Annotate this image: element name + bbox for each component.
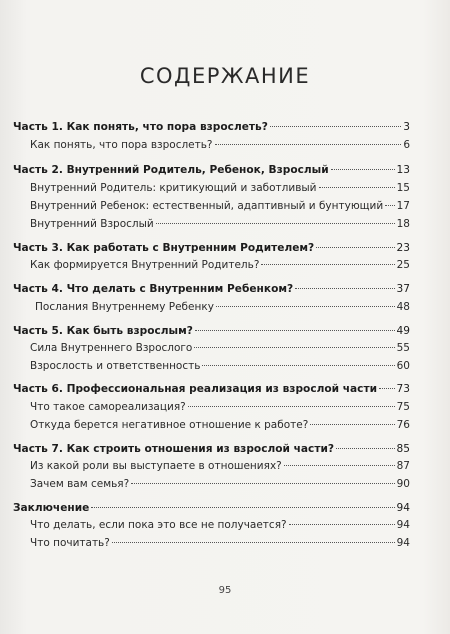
toc-entry-text: Как понять, что пора взрослеть? bbox=[30, 139, 213, 151]
toc-entry-text: Внутренний Ребенок: естественный, адаптивный и бунтующий bbox=[30, 200, 384, 212]
toc-entry-text: Часть 2. Внутренний Родитель, Ребенок, Взрослый bbox=[13, 164, 329, 176]
toc-entry-page: 37 bbox=[396, 283, 410, 295]
toc-sub-entry bbox=[30, 518, 410, 532]
toc-sub-entry bbox=[35, 300, 410, 314]
toc-entry-page: 94 bbox=[396, 519, 410, 531]
toc-entry-page: 15 bbox=[396, 182, 410, 194]
page-number: 95 bbox=[218, 585, 232, 596]
toc-entry-page: 94 bbox=[396, 502, 410, 514]
leader-dots bbox=[195, 329, 395, 331]
toc-part-7 bbox=[13, 442, 410, 456]
leader-dots bbox=[295, 287, 394, 289]
toc-sub-entry bbox=[30, 536, 410, 550]
toc-entry-text: Внутренний Взрослый bbox=[30, 218, 154, 230]
toc-entry-text: Внутренний Родитель: критикующий и заботливый bbox=[30, 182, 317, 194]
toc-entry-page: 48 bbox=[396, 301, 410, 313]
toc-part-3 bbox=[13, 241, 410, 255]
leader-dots bbox=[112, 541, 395, 543]
leader-dots bbox=[289, 523, 395, 525]
toc-entry-text: Часть 5. Как быть взрослым? bbox=[13, 325, 193, 337]
toc-entry-text: Часть 4. Что делать с Внутренним Ребенком? bbox=[13, 283, 294, 295]
toc-part-4 bbox=[13, 282, 410, 296]
toc-part-2 bbox=[13, 163, 410, 177]
toc-entry-page: 76 bbox=[396, 419, 410, 431]
toc-entry-text: Зачем вам семья? bbox=[30, 478, 130, 490]
leader-dots bbox=[215, 143, 402, 145]
leader-dots bbox=[91, 506, 394, 508]
leader-dots bbox=[261, 263, 394, 265]
toc-sub-entry bbox=[30, 477, 410, 491]
toc-sub-entry bbox=[30, 418, 410, 432]
leader-dots bbox=[188, 405, 395, 407]
toc-entry-page: 18 bbox=[396, 218, 410, 230]
leader-dots bbox=[216, 305, 395, 307]
toc-sub-entry bbox=[30, 138, 410, 152]
toc-entry-page: 60 bbox=[396, 360, 410, 372]
toc-entry-text: Послания Внутреннему Ребенку bbox=[35, 301, 214, 313]
leader-dots bbox=[331, 168, 395, 170]
leader-dots bbox=[284, 464, 395, 466]
leader-dots bbox=[316, 246, 394, 248]
toc-entry-text: Взрослость и ответственность bbox=[30, 360, 201, 372]
toc-entry-text: Часть 7. Как строить отношения из взрослой части? bbox=[13, 443, 335, 455]
toc-entry-page: 49 bbox=[396, 325, 410, 337]
leader-dots bbox=[310, 423, 394, 425]
toc-entry-text: Что делать, если пока это все не получается? bbox=[30, 519, 287, 531]
toc-sub-entry bbox=[30, 359, 410, 373]
toc-entry-page: 94 bbox=[396, 537, 410, 549]
toc-entry-page: 85 bbox=[396, 443, 410, 455]
toc-sub-entry bbox=[30, 459, 410, 473]
toc-entry-page: 6 bbox=[403, 139, 410, 151]
toc-sub-entry bbox=[30, 400, 410, 414]
leader-dots bbox=[194, 346, 394, 348]
leader-dots bbox=[202, 364, 394, 366]
toc-entry-text: Заключение bbox=[13, 502, 90, 514]
toc-entry-text: Что такое самореализация? bbox=[30, 401, 186, 413]
toc-entry-page: 25 bbox=[396, 259, 410, 271]
toc-entry-text: Из какой роли вы выступаете в отношениях? bbox=[30, 460, 282, 472]
toc-entry-page: 13 bbox=[396, 164, 410, 176]
toc-part-5 bbox=[13, 324, 410, 338]
toc-entry-text: Часть 6. Профессиональная реализация из взрослой части bbox=[13, 383, 378, 395]
toc-conclusion bbox=[13, 501, 410, 515]
toc-sub-entry bbox=[30, 199, 410, 213]
toc-entry-text: Часть 3. Как работать с Внутренним Родителем? bbox=[13, 242, 315, 254]
toc-entry-page: 75 bbox=[396, 401, 410, 413]
toc-entry-page: 3 bbox=[403, 121, 410, 133]
leader-dots bbox=[385, 204, 394, 206]
toc-part-1 bbox=[13, 120, 410, 134]
toc-entry-text: Часть 1. Как понять, что пора взрослеть? bbox=[13, 121, 268, 133]
toc-sub-entry bbox=[30, 181, 410, 195]
leader-dots bbox=[131, 482, 394, 484]
toc-entry-text: Как формируется Внутренний Родитель? bbox=[30, 259, 260, 271]
leader-dots bbox=[379, 387, 395, 389]
toc-entry-page: 55 bbox=[396, 342, 410, 354]
toc-part-6 bbox=[13, 382, 410, 396]
page-title: СОДЕРЖАНИЕ bbox=[139, 64, 311, 88]
toc-sub-entry bbox=[30, 258, 410, 272]
toc-entry-page: 73 bbox=[396, 383, 410, 395]
toc-entry-page: 90 bbox=[396, 478, 410, 490]
toc-sub-entry bbox=[30, 217, 410, 231]
toc-entry-text: Что почитать? bbox=[30, 537, 110, 549]
leader-dots bbox=[156, 222, 395, 224]
toc-entry-page: 87 bbox=[396, 460, 410, 472]
toc-entry-page: 17 bbox=[396, 200, 410, 212]
toc-entry-page: 23 bbox=[396, 242, 410, 254]
toc-entry-text: Откуда берется негативное отношение к работе? bbox=[30, 419, 309, 431]
leader-dots bbox=[270, 125, 401, 127]
toc-entry-text: Сила Внутреннего Взрослого bbox=[30, 342, 193, 354]
toc-sub-entry bbox=[30, 341, 410, 355]
leader-dots bbox=[319, 186, 395, 188]
leader-dots bbox=[336, 447, 394, 449]
